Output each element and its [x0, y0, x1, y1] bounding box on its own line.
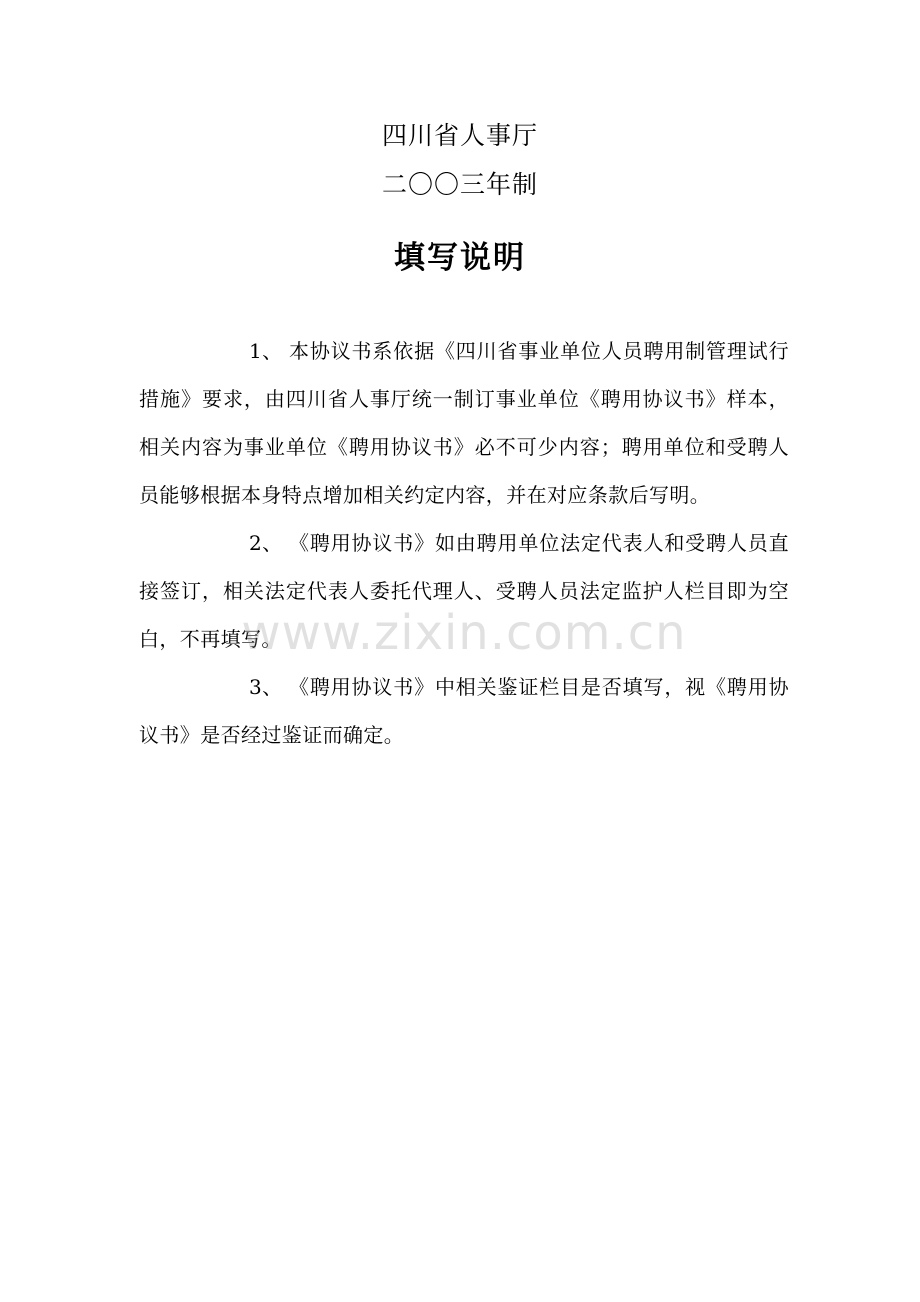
- instructions-list: [139, 327, 789, 759]
- instruction-item: [139, 327, 789, 519]
- issue-year: 二〇〇三年制: [381, 170, 538, 199]
- instruction-number: 1、: [249, 339, 283, 363]
- instruction-text: 《聘用协议书》中相关鉴证栏目是否填写，视《聘用协议书》是否经过鉴证而确定。: [139, 675, 789, 747]
- instruction-text: 本协议书系依据《四川省事业单位人员聘用制管理试行措施》要求，由四川省人事厅统一制订事业单位《聘用协议书》样本，相关内容为事业单位《聘用协议书》必不可少内容；聘用单位和受聘人员能够根据本身特点增加相关约定内容，并在对应条款后写明。: [139, 339, 789, 507]
- instruction-number: 2、: [249, 531, 283, 555]
- document-title: 填写说明: [394, 240, 526, 276]
- instruction-item: [139, 663, 789, 759]
- instruction-number: 3、: [249, 675, 283, 699]
- site-watermark: www.zixin.com.cn: [241, 605, 687, 661]
- issuer-name: 四川省人事厅: [381, 121, 538, 150]
- instruction-text: 《聘用协议书》如由聘用单位法定代表人和受聘人员直接签订，相关法定代表人委托代理人、受聘人员法定监护人栏目即为空白，不再填写。: [139, 531, 789, 651]
- instruction-item: [139, 519, 789, 663]
